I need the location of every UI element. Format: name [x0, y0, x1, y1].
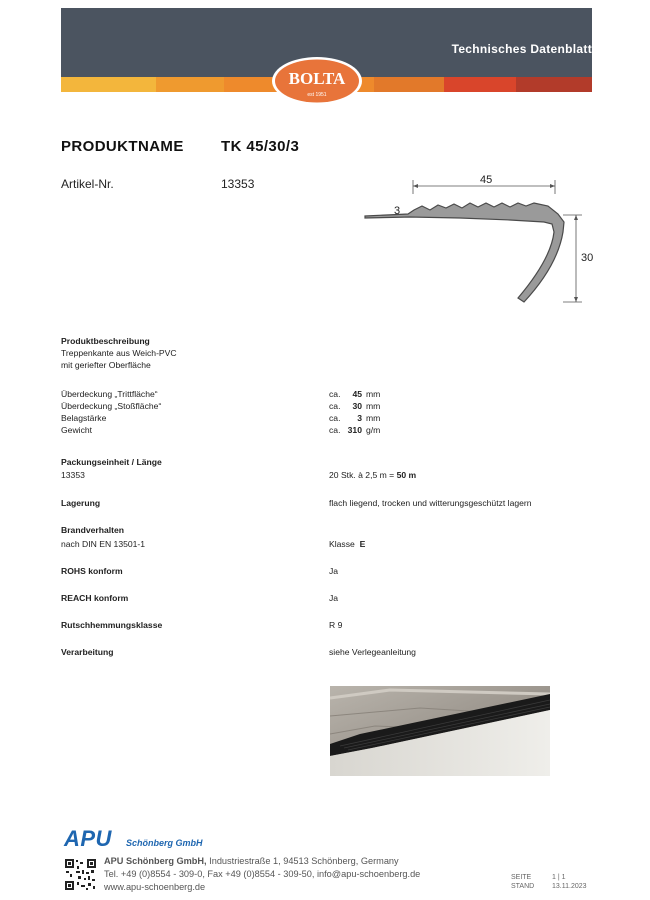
dimension-prefix: ca. — [329, 413, 341, 423]
section-heading-description: Produktbeschreibung — [61, 336, 150, 346]
reach-value: Ja — [329, 593, 339, 603]
dimension-value: 310 — [347, 425, 362, 435]
section-heading-packaging: Packungseinheit / Länge — [61, 457, 162, 467]
dimension-unit: mm — [366, 401, 381, 411]
product-name-value: TK 45/30/3 — [221, 138, 300, 155]
fire-norm: nach DIN EN 13501-1 — [61, 539, 146, 549]
dimension-width-label: 45 — [480, 174, 493, 186]
dimension-thickness-label: 3 — [394, 205, 401, 217]
slip-resistance-value: R 9 — [329, 620, 343, 630]
company-address: APU Schönberg GmbH, Industriestraße 1, 94513 Schönberg, Germany — [104, 856, 399, 866]
fire-class-value: Klasse E — [329, 539, 366, 549]
dimension-height-label: 30 — [581, 252, 594, 264]
dimension-label: Belagstärke — [61, 413, 107, 423]
document-type-title: Technisches Datenblatt — [451, 42, 592, 56]
dimension-value: 30 — [352, 401, 362, 411]
bolta-logo — [271, 56, 363, 106]
qr-code — [64, 858, 97, 891]
header-stripe — [444, 77, 516, 92]
reach-label: REACH konform — [61, 593, 129, 603]
profile-cross-section-drawing — [360, 170, 605, 310]
dimension-value: 3 — [357, 413, 362, 423]
apu-logo-subtitle: Schönberg GmbH — [126, 838, 203, 848]
company-info — [104, 855, 420, 894]
storage-value: flach liegend, trocken und witterungsgeschützt lagern — [329, 498, 532, 508]
description-line: mit geriefter Oberfläche — [61, 360, 151, 370]
article-number-label: Artikel-Nr. — [61, 177, 114, 191]
header-stripe — [156, 77, 224, 92]
header-stripe — [61, 77, 156, 92]
product-name-label: PRODUKTNAME — [61, 138, 184, 155]
dimension-value: 45 — [352, 389, 362, 399]
product-photo — [330, 686, 550, 776]
company-contact[interactable]: Tel. +49 (0)8554 - 309-0, Fax +49 (0)8554 - 309-50, info@apu-schoenberg.de — [104, 869, 421, 879]
bolta-logo-since: est 1951 — [307, 92, 327, 98]
dimension-prefix: ca. — [329, 425, 341, 435]
dimension-label: Überdeckung „Trittfläche“ — [61, 389, 158, 399]
dimension-unit: mm — [366, 389, 381, 399]
processing-value: siehe Verlegeanleitung — [329, 647, 416, 657]
article-number-value: 13353 — [221, 177, 255, 191]
dimension-unit: mm — [366, 413, 381, 423]
rohs-value: Ja — [329, 566, 339, 576]
packaging-value: 20 Stk. à 2,5 m = 50 m — [329, 470, 417, 480]
header-stripe — [374, 77, 444, 92]
description-line: Treppenkante aus Weich-PVC — [61, 348, 177, 358]
dimension-prefix: ca. — [329, 401, 341, 411]
section-heading-fire: Brandverhalten — [61, 525, 125, 535]
page-label: SEITE — [511, 874, 532, 881]
header-stripe — [516, 77, 592, 92]
dimension-label: Gewicht — [61, 425, 93, 435]
date-label: STAND — [511, 883, 535, 890]
slip-resistance-label: Rutschhemmungsklasse — [61, 620, 163, 630]
processing-label: Verarbeitung — [61, 647, 114, 657]
packaging-article: 13353 — [61, 470, 85, 480]
rohs-label: ROHS konform — [61, 566, 123, 576]
storage-label: Lagerung — [61, 498, 101, 508]
dimension-prefix: ca. — [329, 389, 341, 399]
dimension-unit: g/m — [366, 425, 381, 435]
date-value: 13.11.2023 — [552, 883, 587, 890]
apu-logo: APU — [64, 826, 112, 851]
dimension-label: Überdeckung „Stoßfläche“ — [61, 401, 162, 411]
company-website[interactable]: www.apu-schoenberg.de — [104, 882, 206, 892]
page-value: 1 | 1 — [552, 874, 566, 881]
bolta-logo-text: BOLTA — [288, 69, 346, 88]
